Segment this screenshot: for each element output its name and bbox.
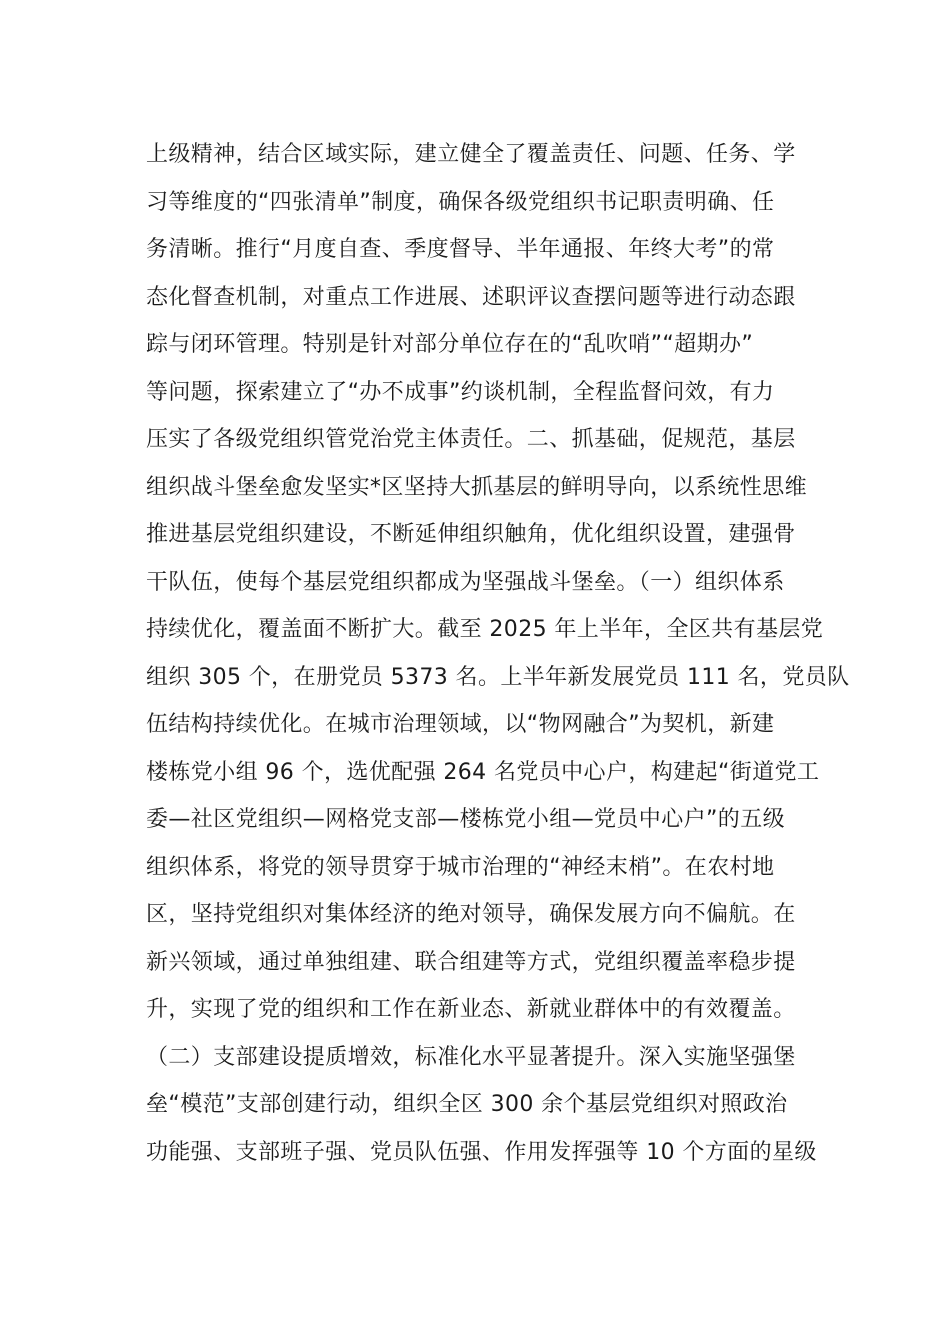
body-text (146, 131, 850, 1176)
text-line: 等问题，探索建立了“办不成事”约谈机制，全程监督问效，有力 (146, 379, 775, 405)
text-line: 升，实现了党的组织和工作在新业态、新就业群体中的有效覆盖。 (146, 997, 796, 1022)
text-line: 压实了各级党组织管党治党主体责任。二、抓基础，促规范，基层 (146, 427, 796, 452)
text-line: 上级精神，结合区域实际，建立健全了覆盖责任、问题、任务、学 (146, 142, 796, 167)
text-line: 伍结构持续优化。在城市治理领域，以“物网融合”为契机，新建 (146, 712, 775, 737)
text-line: 干队伍，使每个基层党组织都成为坚强战斗堡垒。（一）组织体系 (146, 569, 785, 595)
text-line: （二）支部建设提质增效，标准化水平显著提升。深入实施坚强堡 (146, 1044, 796, 1070)
text-line: 区，坚持党组织对集体经济的绝对领导，确保发展方向不偏航。在 (146, 902, 796, 927)
text-line: 习等维度的“四张清单”制度，确保各级党组织书记职责明确、任 (146, 189, 775, 215)
text-line: 组织体系，将党的领导贯穿于城市治理的“神经末梢”。在农村地 (146, 854, 775, 880)
text-line: 组织 305 个，在册党员 5373 名。上半年新发展党员 111 名，党员队 (146, 664, 850, 690)
text-line: 持续优化，覆盖面不断扩大。截至 2025 年上半年，全区共有基层党 (146, 617, 824, 642)
text-line: 组织战斗堡垒愈发坚实*区坚持大抓基层的鲜明导向，以系统性思维 (146, 474, 808, 500)
text-line: 推进基层党组织建设，不断延伸组织触角，优化组织设置，建强骨 (146, 522, 796, 547)
text-line: 垒“模范”支部创建行动，组织全区 300 余个基层党组织对照政治 (146, 1092, 788, 1117)
text-line: 楼栋党小组 96 个，选优配强 264 名党员中心户，构建起“街道党工 (146, 759, 820, 785)
text-line: 功能强、支部班子强、党员队伍强、作用发挥强等 10 个方面的星级 (146, 1139, 817, 1165)
text-line: 新兴领域，通过单独组建、联合组建等方式，党组织覆盖率稳步提 (146, 949, 796, 975)
text-line: 务清晰。推行“月度自查、季度督导、半年通报、年终大考”的常 (146, 237, 775, 262)
text-line: 态化督查机制，对重点工作进展、述职评议查摆问题等进行动态跟 (146, 284, 796, 310)
text-line: 踪与闭环管理。特别是针对部分单位存在的“乱吹哨”“超期办” (146, 332, 754, 357)
text-line: 委—社区党组织—网格党支部—楼栋党小组—党员中心户”的五级 (146, 807, 785, 832)
